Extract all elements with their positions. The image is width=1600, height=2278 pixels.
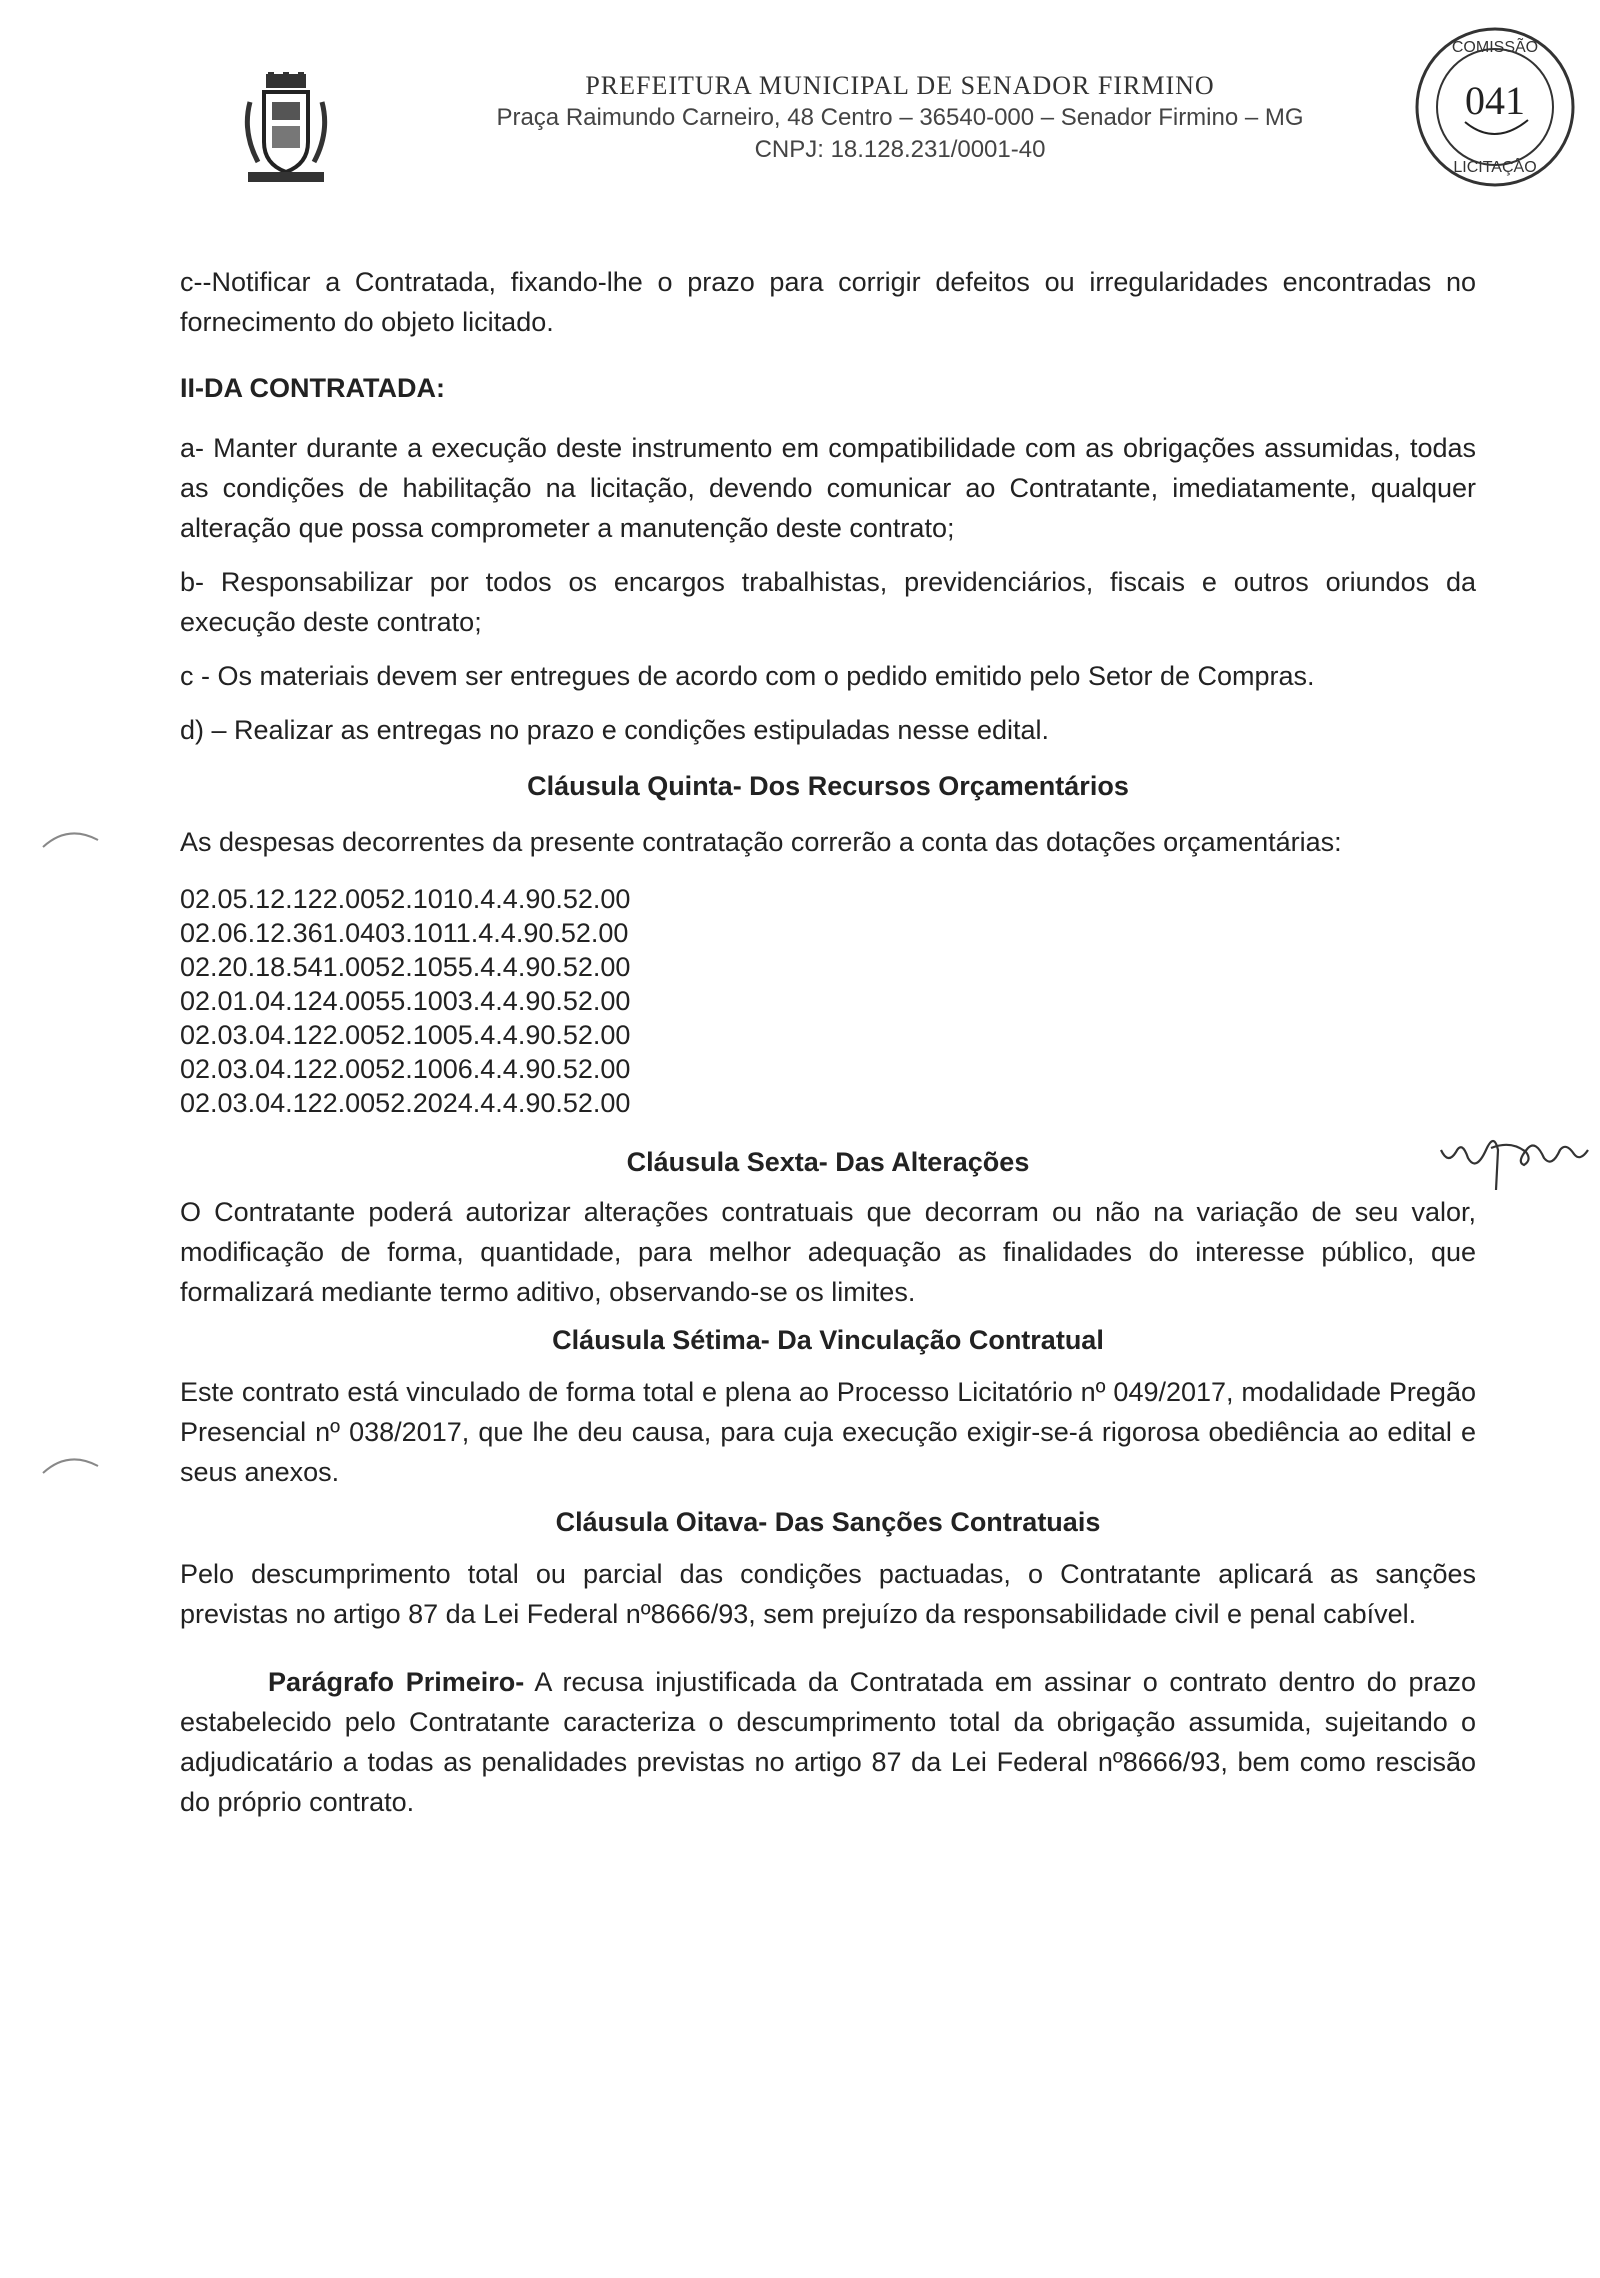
paragraph-first <box>180 1662 1476 1822</box>
budget-line: 02.06.12.361.0403.1011.4.4.90.52.00 <box>180 918 629 948</box>
stamp-number: 041 <box>1465 78 1525 123</box>
municipality-address: Praça Raimundo Carneiro, 48 Centro – 36540-000 – Senador Firmino – MG <box>496 104 1304 131</box>
clause-7-text: Este contrato está vinculado de forma total e plena ao Processo Licitatório nº 049/2017, modalidade Pregão Presencial nº 038/2017, que lhe deu causa, para cuja execução exigir-se-á rigorosa obediência ao edital e seus anexos. <box>180 1377 1476 1487</box>
clause-7-title: Cláusula Sétima- Da Vinculação Contratual <box>552 1325 1104 1355</box>
budget-line: 02.05.12.122.0052.1010.4.4.90.52.00 <box>180 884 631 914</box>
handwritten-initials <box>1436 1110 1596 1200</box>
item-c-notify: c--Notificar a Contratada, fixando-lhe o prazo para corrigir defeitos ou irregularidades encontradas no fornecimento do objeto licitado. <box>180 267 1476 337</box>
document-body <box>180 262 1476 1822</box>
clause-6-text: O Contratante poderá autorizar alterações contratuais que decorram ou não na variação de seu valor, modificação de forma, quantidade, para melhor adequação as finalidades do interesse público, que formalizará mediante termo aditivo, observando-se os limites. <box>180 1197 1476 1307</box>
municipality-cnpj: CNPJ: 18.128.231/0001-40 <box>754 136 1046 163</box>
budget-line: 02.03.04.122.0052.1006.4.4.90.52.00 <box>180 1054 631 1084</box>
margin-mark <box>38 1448 108 1478</box>
item-c-materials: c - Os materiais devem ser entregues de acordo com o pedido emitido pelo Setor de Compras. <box>180 661 1315 691</box>
clause-8-title: Cláusula Oitava- Das Sanções Contratuais <box>555 1507 1101 1537</box>
paragraph-first-text: A recusa injustificada da Contratada em assinar o contrato dentro do prazo estabelecido pelo Contratante caracteriza o descumprimento total da obrigação assumida, sujeitando o adjudicatário a todas as penalidades previstas no artigo 87 da Lei Federal nº8666/93, bem como rescisão do próprio contrato. <box>180 1667 1476 1817</box>
budget-lines-list <box>180 882 1476 1120</box>
clause-8-text: Pelo descumprimento total ou parcial das condições pactuadas, o Contratante aplicará as sanções previstas no artigo 87 da Lei Federal nº8666/93, sem prejuízo da responsabilidade civil e penal cabível. <box>180 1559 1476 1629</box>
clause-5-title: Cláusula Quinta- Dos Recursos Orçamentários <box>527 771 1129 801</box>
item-b-responsibility: b- Responsabilizar por todos os encargos trabalhistas, previdenciários, fiscais e outros oriundos da execução deste contrato; <box>180 567 1476 637</box>
municipality-title: PREFEITURA MUNICIPAL DE SENADOR FIRMINO <box>585 71 1215 100</box>
section-heading-contratada: II-DA CONTRATADA: <box>180 373 445 403</box>
paragraph-first-label: Parágrafo Primeiro- <box>268 1667 525 1697</box>
margin-mark <box>38 822 108 852</box>
clause-6-title: Cláusula Sexta- Das Alterações <box>626 1147 1030 1177</box>
budget-line: 02.03.04.122.0052.2024.4.4.90.52.00 <box>180 1088 631 1118</box>
coat-of-arms-logo <box>236 72 336 192</box>
budget-line: 02.01.04.124.0055.1003.4.4.90.52.00 <box>180 986 631 1016</box>
commission-stamp <box>1410 22 1580 192</box>
item-a-maintain: a- Manter durante a execução deste instrumento em compatibilidade com as obrigações assumidas, todas as condições de habilitação na licitação, devendo comunicar ao Contratante, imediatamente, qualquer alteração que possa comprometer a manutenção deste contrato; <box>180 433 1476 543</box>
stamp-bottom-text: LICITAÇÃO <box>1453 159 1537 176</box>
clause-5-text: As despesas decorrentes da presente contratação correrão a conta das dotações orçamentárias: <box>180 827 1342 857</box>
stamp-top-text: COMISSÃO <box>1451 39 1539 56</box>
budget-line: 02.20.18.541.0052.1055.4.4.90.52.00 <box>180 952 631 982</box>
letterhead <box>400 70 1400 166</box>
budget-line: 02.03.04.122.0052.1005.4.4.90.52.00 <box>180 1020 631 1050</box>
item-d-deliveries: d) – Realizar as entregas no prazo e condições estipuladas nesse edital. <box>180 715 1050 745</box>
